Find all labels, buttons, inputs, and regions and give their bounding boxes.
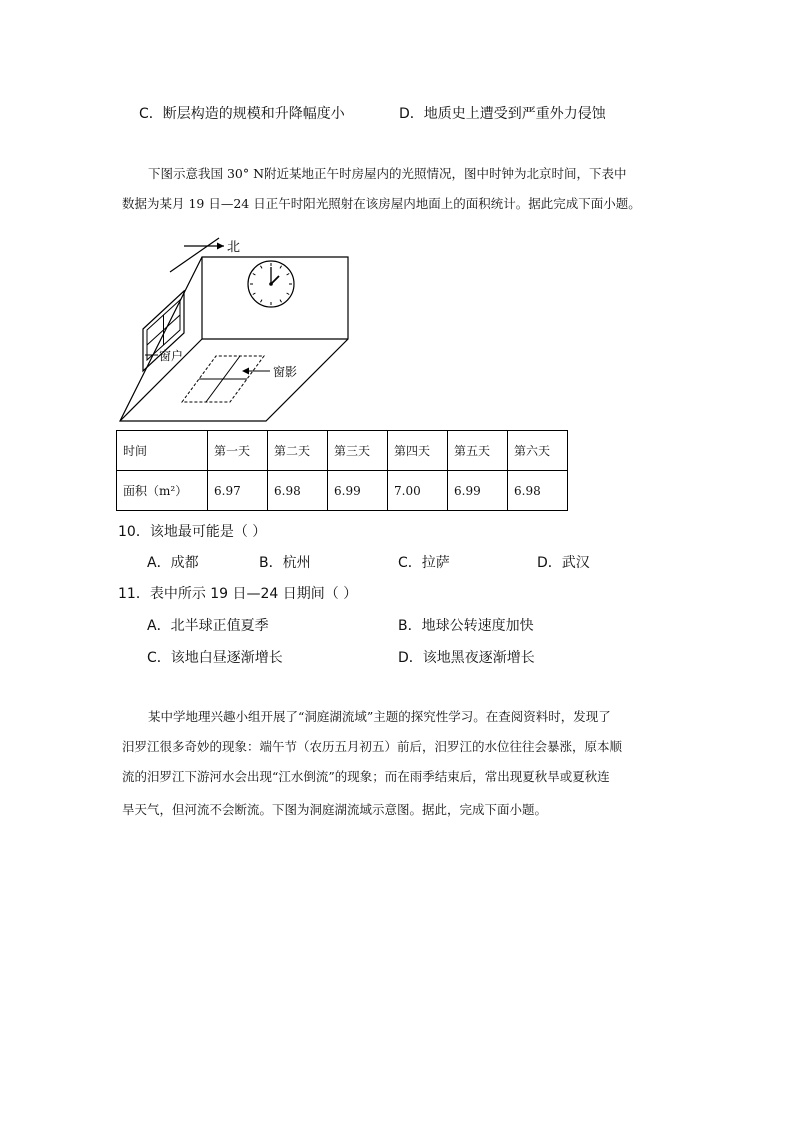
table-header-time: 时间 (117, 431, 208, 471)
table-cell-area: 6.98 (268, 471, 328, 511)
q10-stem: 10．该地最可能是（ ） (118, 524, 267, 540)
table-cell-area: 6.99 (328, 471, 388, 511)
q11-option-a: A．北半球正值夏季 (147, 618, 269, 634)
q10-option-b: B．杭州 (259, 555, 311, 571)
table-header-day: 第四天 (388, 431, 448, 471)
q11-option-b: B．地球公转速度加快 (398, 618, 534, 634)
table-header-day: 第三天 (328, 431, 388, 471)
north-label: 北 (227, 240, 241, 255)
table-row-label: 面积（m²） (117, 471, 208, 511)
intro1-line1: 下图示意我国 30° N附近某地正午时房屋内的光照情况，图中时钟为北京时间，下表中 (148, 166, 627, 181)
intro1-line2: 数据为某月 19 日—24 日正午时阳光照射在该房屋内地面上的面积统计。据此完成下面小题。 (122, 196, 641, 211)
shadow-label: 窗影 (273, 365, 298, 379)
intro2-line4: 旱天气，但河流不会断流。下图为洞庭湖流域示意图。据此，完成下面小题。 (122, 802, 548, 817)
area-table (116, 430, 568, 511)
table-row (117, 471, 568, 511)
table-header-day: 第六天 (508, 431, 568, 471)
table-header-day: 第五天 (448, 431, 508, 471)
q11-option-d: D．该地黑夜逐渐增长 (398, 650, 535, 666)
intro2-line3: 流的汨罗江下游河水会出现“江水倒流”的现象；而在雨季结束后，常出现夏秋旱或夏秋连 (122, 769, 610, 784)
clock-icon (248, 261, 294, 307)
table-cell-area: 6.97 (208, 471, 268, 511)
table-cell-area: 7.00 (388, 471, 448, 511)
intro2-line2: 汨罗江很多奇妙的现象：端午节（农历五月初五）前后，汨罗江的水位往往会暴涨，原本顺 (122, 739, 623, 754)
q11-stem: 11．表中所示 19 日—24 日期间（ ） (118, 586, 358, 602)
q10-option-c: C．拉萨 (398, 555, 450, 571)
prev-option-d: D．地质史上遭受到严重外力侵蚀 (399, 106, 606, 122)
north-arrow-head (217, 243, 224, 250)
q10-option-a: A．成都 (147, 555, 199, 571)
table-header-day: 第一天 (208, 431, 268, 471)
table-header-day: 第二天 (268, 431, 328, 471)
north-arrow-line (170, 238, 219, 272)
table-header-row (117, 431, 568, 471)
shadow-arrow-head (242, 368, 249, 375)
table-cell-area: 6.99 (448, 471, 508, 511)
intro2-line1: 某中学地理兴趣小组开展了“洞庭湖流域”主题的探究性学习。在查阅资料时，发现了 (148, 709, 611, 724)
q11-option-c: C．该地白昼逐渐增长 (147, 650, 283, 666)
prev-option-c: C．断层构造的规模和升降幅度小 (139, 106, 345, 122)
table-cell-area: 6.98 (508, 471, 568, 511)
room-sunlight-figure (116, 228, 366, 424)
window-label: 窗户 (159, 349, 184, 363)
q10-option-d: D．武汉 (537, 555, 590, 571)
window-shadow-icon (182, 356, 264, 402)
